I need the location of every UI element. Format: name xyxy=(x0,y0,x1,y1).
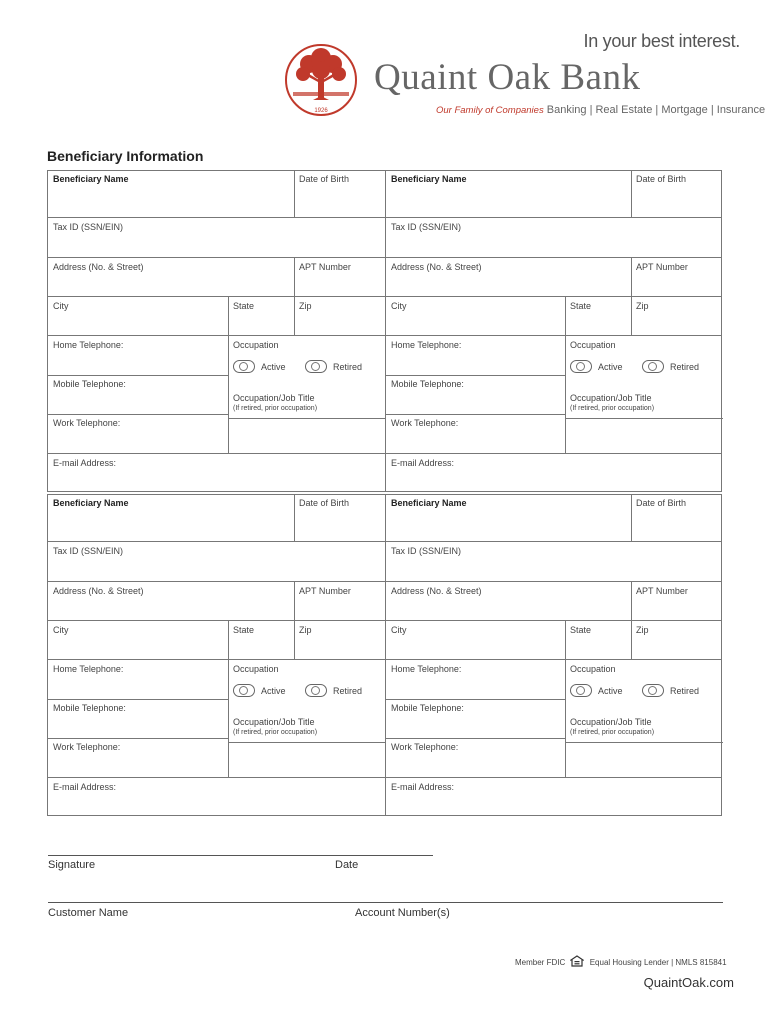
state-label: State xyxy=(233,301,255,311)
occupation-group xyxy=(565,335,722,453)
retired-label: Retired xyxy=(670,686,700,696)
zip-field[interactable] xyxy=(294,620,385,659)
city-label: City xyxy=(391,301,407,311)
telephone-group xyxy=(48,335,228,453)
city-label: City xyxy=(53,625,69,635)
state-field[interactable] xyxy=(228,296,294,335)
occupation-group xyxy=(565,659,722,777)
divider xyxy=(386,699,566,700)
divider xyxy=(48,375,228,376)
state-label: State xyxy=(570,301,592,311)
work-telephone-label: Work Telephone: xyxy=(53,742,121,752)
oak-tree-logo-icon xyxy=(283,42,359,118)
city-label: City xyxy=(53,301,69,311)
beneficiary-block xyxy=(47,170,722,492)
footer-disclosures xyxy=(515,955,727,967)
address-label: Address (No. & Street) xyxy=(391,262,482,272)
state-field[interactable] xyxy=(565,296,631,335)
state-label: State xyxy=(233,625,255,635)
mobile-telephone-label: Mobile Telephone: xyxy=(53,379,126,389)
family-of-companies xyxy=(436,104,765,116)
job-title-note: (If retired, prior occupation) xyxy=(570,405,655,412)
tagline: In your best interest. xyxy=(583,31,740,51)
equal-housing-lender: Equal Housing Lender | NMLS 815841 xyxy=(589,958,727,967)
retired-radio[interactable] xyxy=(642,360,664,373)
divider xyxy=(386,738,566,739)
occupation-label: Occupation xyxy=(570,664,616,674)
zip-label: Zip xyxy=(299,301,312,311)
retired-radio[interactable] xyxy=(305,360,327,373)
apt-number-label: APT Number xyxy=(299,586,351,596)
zip-field[interactable] xyxy=(631,296,722,335)
tax-id-label: Tax ID (SSN/EIN) xyxy=(391,222,462,232)
occupation-label: Occupation xyxy=(233,340,279,350)
family-label: Our Family of Companies xyxy=(436,105,544,116)
divider xyxy=(48,414,228,415)
active-radio[interactable] xyxy=(570,360,592,373)
address-label: Address (No. & Street) xyxy=(53,262,144,272)
tax-id-label: Tax ID (SSN/EIN) xyxy=(391,546,462,556)
divider xyxy=(386,375,566,376)
state-field[interactable] xyxy=(228,620,294,659)
date-of-birth-field[interactable] xyxy=(631,495,722,541)
date-of-birth-label: Date of Birth xyxy=(299,498,350,508)
occupation-group xyxy=(228,659,385,777)
member-fdic: Member FDIC xyxy=(515,958,566,967)
job-title-note: (If retired, prior occupation) xyxy=(233,729,318,736)
job-title-field[interactable] xyxy=(566,418,723,454)
date-of-birth-label: Date of Birth xyxy=(299,174,350,184)
zip-label: Zip xyxy=(299,625,312,635)
apt-number-field[interactable] xyxy=(631,581,722,620)
home-telephone-label: Home Telephone: xyxy=(53,664,124,674)
zip-field[interactable] xyxy=(294,296,385,335)
beneficiary-name-label: Beneficiary Name xyxy=(53,174,129,184)
divider xyxy=(386,414,566,415)
active-label: Active xyxy=(598,362,623,372)
telephone-group xyxy=(385,659,565,777)
divider xyxy=(48,738,228,739)
job-title-note: (If retired, prior occupation) xyxy=(570,729,655,736)
work-telephone-label: Work Telephone: xyxy=(391,418,459,428)
signature-label: Signature xyxy=(48,859,96,871)
zip-label: Zip xyxy=(636,625,649,635)
email-field[interactable] xyxy=(385,777,722,815)
job-title-field[interactable] xyxy=(229,418,386,454)
city-label: City xyxy=(391,625,407,635)
tax-id-field[interactable] xyxy=(385,541,722,581)
divider xyxy=(48,699,228,700)
apt-number-field[interactable] xyxy=(294,257,385,296)
mobile-telephone-label: Mobile Telephone: xyxy=(391,703,464,713)
work-telephone-label: Work Telephone: xyxy=(391,742,459,752)
logo-year: 1926 xyxy=(314,108,328,114)
job-title-label: Occupation/Job Title xyxy=(570,393,652,403)
address-label: Address (No. & Street) xyxy=(53,586,144,596)
zip-label: Zip xyxy=(636,301,649,311)
state-field[interactable] xyxy=(565,620,631,659)
active-radio[interactable] xyxy=(233,684,255,697)
email-field[interactable] xyxy=(48,777,385,815)
bank-name: Quaint Oak Bank xyxy=(374,57,641,98)
email-field[interactable] xyxy=(385,453,722,491)
active-label: Active xyxy=(598,686,623,696)
apt-number-label: APT Number xyxy=(636,262,688,272)
job-title-field[interactable] xyxy=(229,742,386,778)
signature-line[interactable] xyxy=(48,855,433,856)
retired-radio[interactable] xyxy=(642,684,664,697)
job-title-label: Occupation/Job Title xyxy=(233,717,315,727)
job-title-field[interactable] xyxy=(566,742,723,778)
email-label: E-mail Address: xyxy=(53,458,117,468)
apt-number-label: APT Number xyxy=(636,586,688,596)
job-title-note: (If retired, prior occupation) xyxy=(233,405,318,412)
date-of-birth-label: Date of Birth xyxy=(636,498,687,508)
mobile-telephone-label: Mobile Telephone: xyxy=(53,703,126,713)
tax-id-field[interactable] xyxy=(48,541,385,581)
beneficiary-name-label: Beneficiary Name xyxy=(53,498,129,508)
occupation-label: Occupation xyxy=(233,664,279,674)
active-radio[interactable] xyxy=(233,360,255,373)
website-link[interactable]: QuaintOak.com xyxy=(643,975,734,990)
job-title-label: Occupation/Job Title xyxy=(233,393,315,403)
apt-number-field[interactable] xyxy=(294,581,385,620)
retired-label: Retired xyxy=(333,686,363,696)
telephone-group xyxy=(385,335,565,453)
account-number-label: Account Number(s) xyxy=(355,907,450,919)
home-telephone-label: Home Telephone: xyxy=(391,664,462,674)
tax-id-label: Tax ID (SSN/EIN) xyxy=(53,546,124,556)
email-field[interactable] xyxy=(48,453,385,491)
customer-account-line[interactable] xyxy=(48,902,723,903)
apt-number-field[interactable] xyxy=(631,257,722,296)
address-label: Address (No. & Street) xyxy=(391,586,482,596)
date-of-birth-label: Date of Birth xyxy=(636,174,687,184)
email-label: E-mail Address: xyxy=(391,782,455,792)
state-label: State xyxy=(570,625,592,635)
date-of-birth-field[interactable] xyxy=(631,171,722,217)
section-title: Beneficiary Information xyxy=(47,148,204,164)
telephone-group xyxy=(48,659,228,777)
retired-radio[interactable] xyxy=(305,684,327,697)
tax-id-label: Tax ID (SSN/EIN) xyxy=(53,222,124,232)
home-telephone-label: Home Telephone: xyxy=(391,340,462,350)
date-label: Date xyxy=(335,859,359,871)
active-label: Active xyxy=(261,686,286,696)
equal-housing-icon xyxy=(570,955,584,967)
zip-field[interactable] xyxy=(631,620,722,659)
beneficiary-name-label: Beneficiary Name xyxy=(391,498,467,508)
work-telephone-label: Work Telephone: xyxy=(53,418,121,428)
services-list: Banking | Real Estate | Mortgage | Insurance xyxy=(546,104,766,116)
beneficiary-name-label: Beneficiary Name xyxy=(391,174,467,184)
email-label: E-mail Address: xyxy=(391,458,455,468)
occupation-group xyxy=(228,335,385,453)
apt-number-label: APT Number xyxy=(299,262,351,272)
customer-name-label: Customer Name xyxy=(48,907,129,919)
retired-label: Retired xyxy=(333,362,363,372)
beneficiary-block xyxy=(47,494,722,816)
date-of-birth-field[interactable] xyxy=(294,495,385,541)
tax-id-field[interactable] xyxy=(385,217,722,257)
home-telephone-label: Home Telephone: xyxy=(53,340,124,350)
tax-id-field[interactable] xyxy=(48,217,385,257)
mobile-telephone-label: Mobile Telephone: xyxy=(391,379,464,389)
active-radio[interactable] xyxy=(570,684,592,697)
retired-label: Retired xyxy=(670,362,700,372)
email-label: E-mail Address: xyxy=(53,782,117,792)
active-label: Active xyxy=(261,362,286,372)
job-title-label: Occupation/Job Title xyxy=(570,717,652,727)
date-of-birth-field[interactable] xyxy=(294,171,385,217)
occupation-label: Occupation xyxy=(570,340,616,350)
